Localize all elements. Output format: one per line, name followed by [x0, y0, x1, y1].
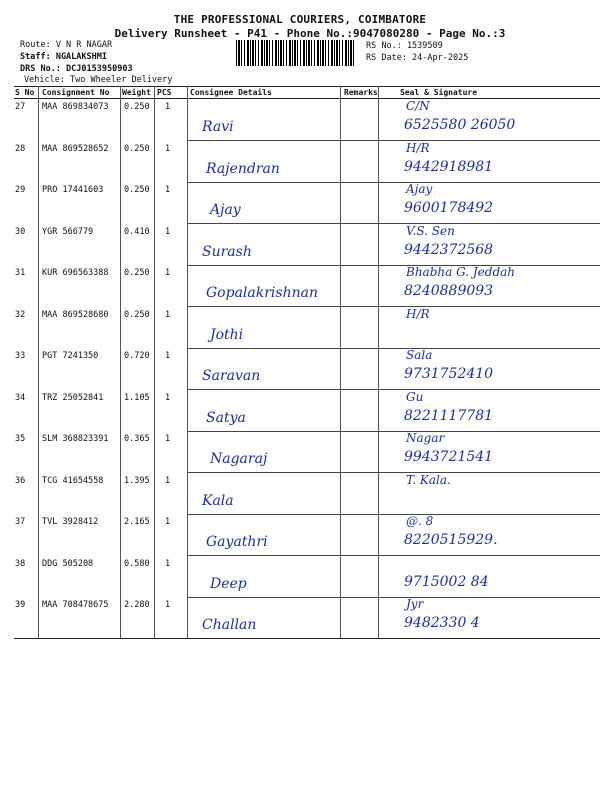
barcode [236, 40, 356, 66]
consignee-handwritten-name: Rajendran [206, 160, 280, 177]
row-consignment-no: PRO 17441603 [42, 185, 104, 195]
row-pcs: 1 [165, 600, 171, 610]
row-weight: 0.250 [124, 309, 150, 320]
row-consignment-no: TRZ 25052841 [42, 392, 104, 403]
signature-mark: H/R [406, 140, 430, 155]
signature-mark: @. 8 [406, 514, 434, 528]
table-row [14, 99, 600, 141]
signature-phone: 8220515929. [404, 532, 498, 548]
signature-mark: Jyr [406, 597, 424, 611]
row-consignment-no: MAA 869528652 [42, 143, 109, 154]
row-weight: 2.280 [124, 600, 150, 610]
row-sno: 30 [15, 226, 26, 237]
row-weight: 0.250 [124, 268, 150, 278]
row-weight: 1.105 [124, 392, 150, 403]
row-weight: 2.165 [124, 517, 150, 527]
consignee-handwritten-name: Satya [206, 409, 246, 426]
row-pcs: 1 [165, 517, 171, 527]
consignee-handwritten-name: Saravan [202, 368, 261, 384]
row-sno: 35 [15, 434, 26, 444]
staff-label: Staff: NGALAKSHMI [20, 52, 107, 62]
row-weight: 0.250 [124, 143, 150, 154]
signature-mark: Gu [406, 389, 424, 404]
row-sno: 33 [15, 351, 26, 361]
row-sno: 39 [15, 600, 26, 610]
row-consignment-no: MAA 869528680 [42, 309, 109, 320]
table-row [14, 182, 600, 224]
table-row [14, 390, 600, 432]
row-pcs: 1 [165, 268, 171, 278]
table-row [14, 224, 600, 266]
row-weight: 0.250 [124, 102, 150, 112]
signature-mark: Sala [406, 348, 433, 362]
row-consignment-no: YGR 566779 [42, 226, 94, 237]
table-row [14, 265, 600, 307]
signature-mark: Ajay [406, 182, 433, 196]
col-sno: S No [15, 88, 35, 97]
consignee-handwritten-name: Nagaraj [210, 451, 268, 467]
row-pcs: 1 [165, 558, 171, 569]
row-pcs: 1 [165, 309, 171, 320]
signature-mark: V.S. Sen [406, 223, 455, 238]
signature-mark: H/R [406, 306, 430, 321]
table-row [14, 556, 600, 598]
signature-phone: 9442918981 [404, 158, 494, 175]
row-consignment-no: TVL 3928412 [42, 517, 99, 527]
row-weight: 0.580 [124, 558, 150, 569]
vehicle-label: Vehicle: Two Wheeler Delivery [24, 75, 173, 85]
signature-mark: Bhabha G. Jeddah [406, 265, 516, 279]
row-weight: 0.720 [124, 351, 150, 361]
col-consignment: Consignment No [42, 88, 110, 97]
company-title: THE PROFESSIONAL COURIERS, COIMBATORE [173, 13, 427, 26]
signature-phone: 9442372568 [404, 241, 494, 258]
drs-label: DRS No.: DCJ0153950903 [20, 64, 133, 74]
table-row [14, 348, 600, 390]
row-pcs: 1 [165, 475, 171, 486]
signature-mark: Nagar [406, 431, 445, 445]
signature-phone: 9715002 84 [404, 573, 489, 590]
col-remarks: Remarks [344, 88, 378, 97]
row-consignment-no: PGT 7241350 [42, 351, 99, 361]
row-weight: 0.250 [124, 185, 150, 195]
table-row [14, 141, 600, 183]
consignee-handwritten-name: Kala [202, 492, 234, 509]
row-sno: 36 [15, 475, 26, 486]
row-consignment-no: MAA 708478675 [42, 600, 109, 610]
table-row [14, 597, 600, 639]
row-pcs: 1 [165, 102, 171, 112]
row-sno: 31 [15, 268, 26, 278]
signature-phone: 9482330 4 [404, 615, 480, 631]
col-consignee: Consignee Details [190, 88, 272, 97]
table-row [14, 307, 600, 349]
row-weight: 0.410 [124, 226, 150, 237]
row-sno: 32 [15, 309, 26, 320]
row-pcs: 1 [165, 392, 171, 403]
table-bottom-rule [14, 638, 600, 639]
row-sno: 28 [15, 143, 26, 154]
row-pcs: 1 [165, 143, 171, 154]
signature-phone: 8240889093 [404, 283, 494, 299]
consignee-handwritten-name: Ajay [210, 202, 241, 218]
table-row [14, 473, 600, 515]
row-sno: 34 [15, 392, 26, 403]
row-pcs: 1 [165, 434, 171, 444]
table-row [14, 514, 600, 556]
consignee-handwritten-name: Deep [210, 575, 247, 592]
consignee-handwritten-name: Gopalakrishnan [206, 285, 318, 301]
table-top-rule [14, 86, 600, 87]
row-consignment-no: TCG 41654558 [42, 475, 104, 486]
consignee-handwritten-name: Ravi [202, 119, 234, 135]
row-weight: 0.365 [124, 434, 150, 444]
signature-phone: 9600178492 [404, 200, 494, 216]
consignee-handwritten-name: Gayathri [206, 534, 268, 550]
col-pcs: PCS [157, 88, 172, 97]
consignee-handwritten-name: Jothi [210, 326, 244, 343]
signature-mark: T. Kala. [406, 472, 451, 487]
runsheet-subtitle: Delivery Runsheet - P41 - Phone No.:9047080280 - Page No.:3 [114, 27, 506, 40]
row-pcs: 1 [165, 351, 171, 361]
row-pcs: 1 [165, 226, 171, 237]
table-row [14, 431, 600, 473]
rs-date: RS Date: 24-Apr-2025 [366, 53, 469, 63]
signature-phone: 9731752410 [404, 366, 494, 382]
rs-number: RS No.: 1539509 [366, 41, 443, 51]
row-sno: 37 [15, 517, 26, 527]
row-consignment-no: KUR 696563388 [42, 268, 109, 278]
signature-phone: 8221117781 [404, 407, 494, 424]
row-pcs: 1 [165, 185, 171, 195]
row-consignment-no: MAA 869834073 [42, 102, 109, 112]
consignee-handwritten-name: Surash [202, 243, 252, 260]
col-seal: Seal & Signature [400, 88, 478, 97]
row-consignment-no: DDG 505208 [42, 558, 94, 569]
signature-mark: C/N [406, 99, 430, 113]
row-consignment-no: SLM 368823391 [42, 434, 109, 444]
row-weight: 1.395 [124, 475, 150, 486]
row-sno: 29 [15, 185, 26, 195]
row-sno: 27 [15, 102, 26, 112]
consignee-handwritten-name: Challan [202, 617, 257, 633]
row-sno: 38 [15, 558, 26, 569]
col-weight: Weight [122, 88, 151, 97]
signature-phone: 6525580 26050 [404, 117, 516, 133]
signature-phone: 9943721541 [404, 449, 494, 465]
route-label: Route: V N R NAGAR [20, 40, 113, 50]
